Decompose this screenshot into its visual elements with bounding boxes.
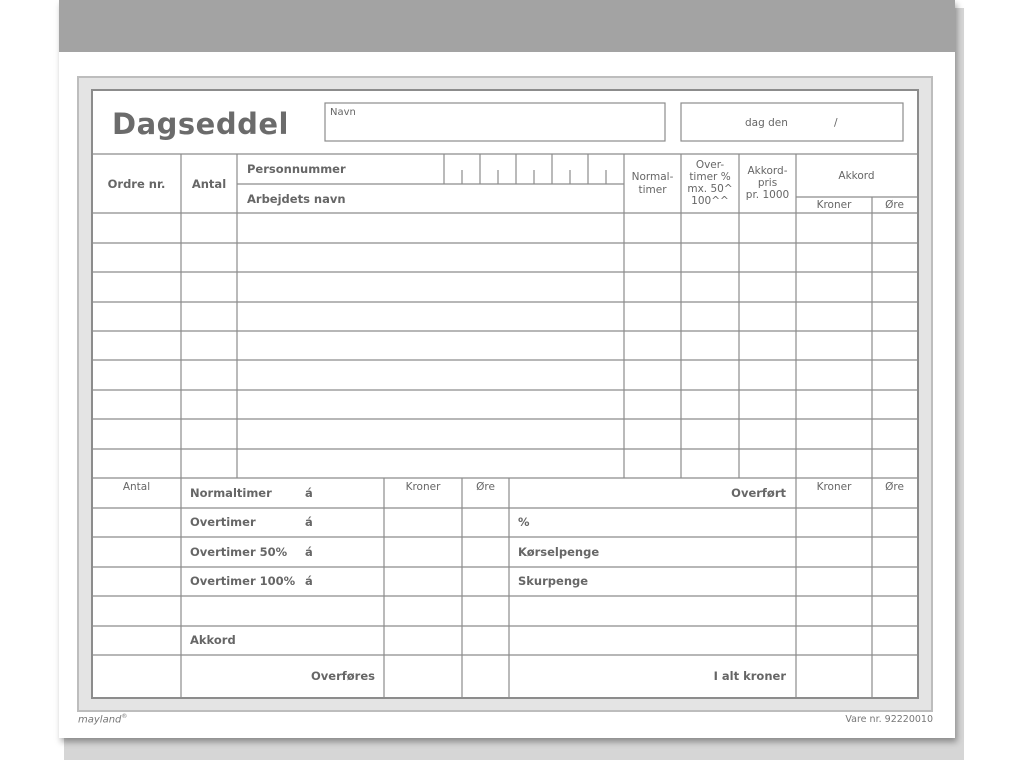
col-akkordpris-header-1: Akkord- bbox=[747, 165, 788, 177]
summary-kroner-header: Kroner bbox=[405, 481, 441, 493]
col-overtimer-header-1: Over- bbox=[695, 159, 725, 171]
col-overtimer-header-4: 100^^ bbox=[691, 195, 729, 207]
col-personnummer-header: Personnummer bbox=[247, 162, 346, 176]
overfort-label: Overført bbox=[731, 486, 786, 500]
col-arbejdets-navn-header: Arbejdets navn bbox=[247, 192, 346, 206]
summary-antal-header: Antal bbox=[122, 481, 151, 493]
form-title: Dagseddel bbox=[112, 107, 289, 141]
overfores-label: Overføres bbox=[311, 669, 375, 683]
brand-name: mayland bbox=[78, 714, 122, 726]
col-ordre-header: Ordre nr. bbox=[107, 177, 166, 191]
summary-ore-right-header: Øre bbox=[885, 481, 904, 493]
brand-logo bbox=[78, 714, 127, 725]
name-label: Navn bbox=[330, 107, 356, 118]
name-box bbox=[325, 103, 665, 141]
overtimer100-rate-symbol: á bbox=[305, 574, 313, 588]
percent-label: % bbox=[518, 515, 530, 529]
col-overtimer-header-2: timer % bbox=[689, 171, 731, 183]
normaltimer-label: Normaltimer bbox=[190, 486, 272, 500]
col-akkord-header: Akkord bbox=[838, 170, 875, 182]
summary-ore-header: Øre bbox=[476, 481, 495, 493]
normaltimer-rate-symbol: á bbox=[305, 486, 313, 500]
skurpenge-label: Skurpenge bbox=[518, 574, 589, 588]
col-akkordpris-header-2: pris bbox=[757, 177, 778, 189]
overtimer50-label: Overtimer 50% bbox=[190, 545, 288, 559]
overtimer50-rate-symbol: á bbox=[305, 545, 313, 559]
col-akkordpris-header-3: pr. 1000 bbox=[745, 189, 790, 201]
col-antal-header: Antal bbox=[191, 177, 227, 191]
col-overtimer-header-3: mx. 50^ bbox=[687, 183, 733, 195]
summary-kroner-right-header: Kroner bbox=[816, 481, 852, 493]
date-slash: / bbox=[834, 117, 838, 129]
overtimer-label: Overtimer bbox=[190, 515, 256, 529]
form-sheet bbox=[59, 0, 955, 738]
date-box bbox=[681, 103, 903, 141]
date-label: dag den bbox=[745, 117, 788, 129]
col-normaltimer-header-2: timer bbox=[638, 184, 667, 196]
i-alt-kroner-label: I alt kroner bbox=[713, 669, 786, 683]
overtimer-rate-symbol: á bbox=[305, 515, 313, 529]
item-number: Vare nr. 92220010 bbox=[845, 714, 933, 725]
col-normaltimer-header-1: Normal- bbox=[631, 171, 674, 183]
overtimer100-label: Overtimer 100% bbox=[190, 574, 296, 588]
col-akkord-kroner-header: Kroner bbox=[816, 199, 852, 211]
col-akkord-ore-header: Øre bbox=[885, 199, 904, 211]
akkord-summary-label: Akkord bbox=[190, 633, 236, 647]
brand-registered-mark: ® bbox=[121, 713, 128, 720]
korselpenge-label: Kørselpenge bbox=[518, 545, 600, 559]
